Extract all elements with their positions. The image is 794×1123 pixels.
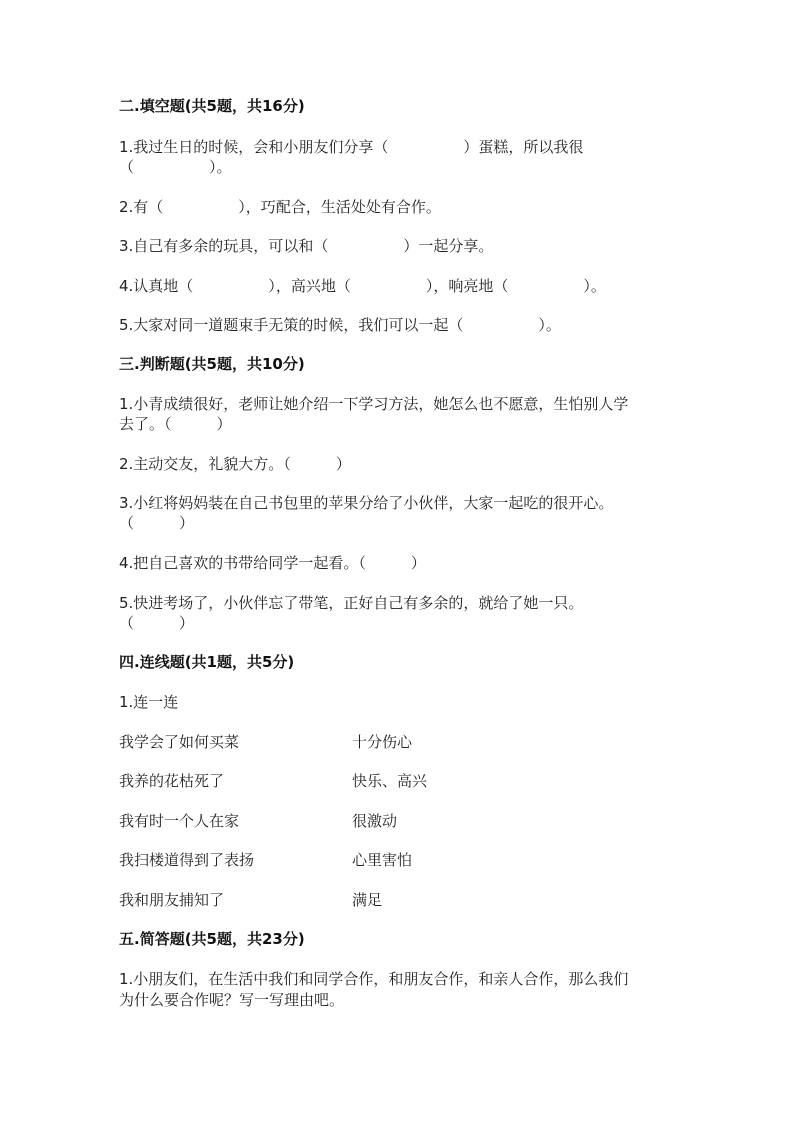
s3-question-1-line-2: 去了。（ ） — [119, 415, 232, 433]
match-left-item-3: 我有时一个人在家 — [119, 812, 240, 830]
match-right-item-1: 十分伤心 — [352, 733, 413, 751]
s2-question-1-line-2: （ ）。 — [119, 158, 232, 176]
match-left-item-2: 我养的花枯死了 — [119, 772, 225, 790]
s3-question-4: 4.把自己喜欢的书带给同学一起看。（ ） — [119, 554, 426, 572]
s3-question-3-line-1: 3.小红将妈妈装在自己书包里的苹果分给了小伙伴，大家一起吃的很开心。 — [119, 494, 614, 512]
s3-question-5-line-1: 5.快进考场了，小伙伴忘了带笔，正好自己有多余的，就给了她一只。 — [119, 594, 584, 612]
s2-question-1-line-1: 1.我过生日的时候，会和小朋友们分享（ ）蛋糕，所以我很 — [119, 138, 584, 156]
s5-question-1-line-1: 1.小朋友们，在生活中我们和同学合作，和朋友合作，和亲人合作，那么我们 — [119, 970, 629, 988]
match-left-item-4: 我扫楼道得到了表扬 — [119, 851, 255, 869]
match-right-item-3: 很激动 — [352, 812, 398, 830]
section-4-title: 四.连线题(共1题，共5分) — [119, 653, 295, 671]
s3-question-1-line-1: 1.小青成绩很好，老师让她介绍一下学习方法，她怎么也不愿意，生怕别人学 — [119, 395, 629, 413]
match-right-item-5: 满足 — [352, 891, 383, 909]
s2-question-4: 4.认真地（ ），高兴地（ ），响亮地（ ）。 — [119, 277, 606, 295]
s2-question-5: 5.大家对同一道题束手无策的时候，我们可以一起（ ）。 — [119, 316, 561, 334]
match-left-item-5: 我和朋友捕知了 — [119, 891, 225, 909]
s3-question-2: 2.主动交友，礼貌大方。（ ） — [119, 455, 351, 473]
section-2-title: 二.填空题(共5题，共16分) — [119, 97, 305, 115]
s4-question-1: 1.连一连 — [119, 693, 179, 711]
s3-question-5-line-2: （ ） — [119, 614, 195, 632]
match-right-item-2: 快乐、高兴 — [352, 772, 428, 790]
s3-question-3-line-2: （ ） — [119, 514, 195, 532]
section-5-title: 五.简答题(共5题，共23分) — [119, 930, 305, 948]
s5-question-1-line-2: 为什么要合作呢？写一写理由吧。 — [119, 991, 345, 1009]
s2-question-3: 3.自己有多余的玩具，可以和（ ）一起分享。 — [119, 237, 494, 255]
match-left-item-1: 我学会了如何买菜 — [119, 733, 240, 751]
s2-question-2: 2.有（ ），巧配合，生活处处有合作。 — [119, 198, 441, 216]
section-3-title: 三.判断题(共5题，共10分) — [119, 355, 305, 373]
match-right-item-4: 心里害怕 — [352, 851, 413, 869]
